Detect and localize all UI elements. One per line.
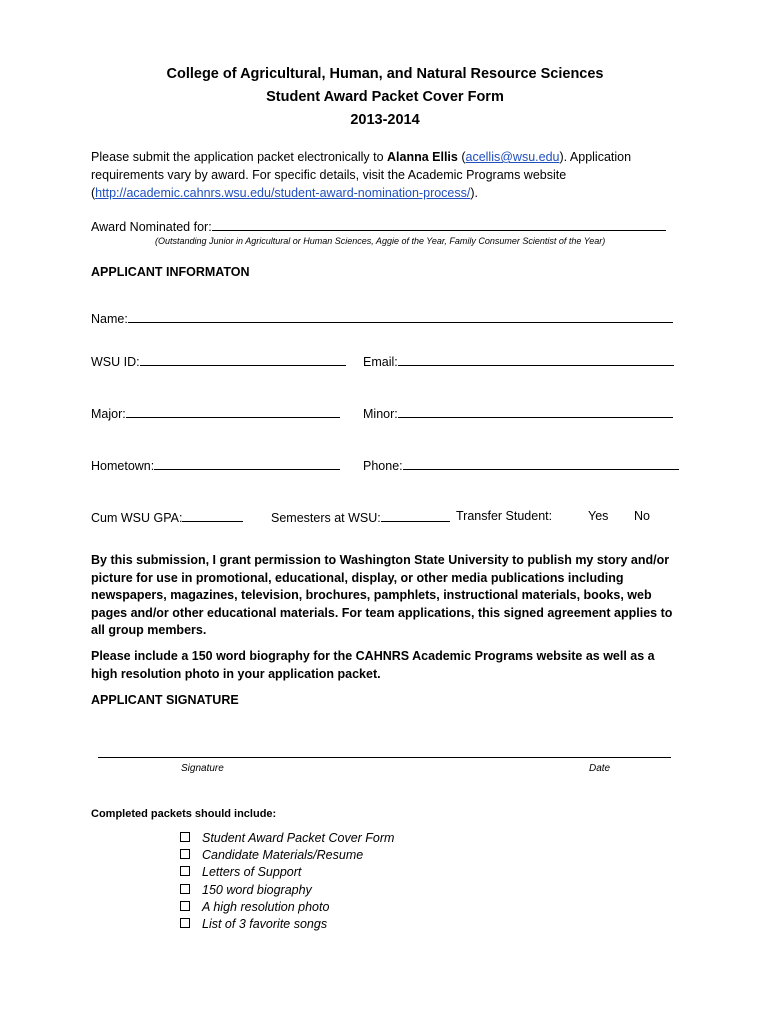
gpa-label: Cum WSU GPA: bbox=[91, 511, 183, 525]
phone-input-line[interactable] bbox=[403, 457, 679, 470]
semesters-field bbox=[271, 509, 450, 525]
intro-text-2: ). Application requirements vary by award. For specific details, visit the Academic Programs website ( bbox=[91, 150, 632, 200]
checklist-item bbox=[180, 848, 363, 862]
major-field bbox=[91, 405, 340, 421]
minor-input-line[interactable] bbox=[398, 405, 673, 418]
wsu-id-label: WSU ID: bbox=[91, 355, 140, 369]
checklist-item-label: 150 word biography bbox=[202, 883, 312, 897]
semesters-input-line[interactable] bbox=[381, 509, 450, 522]
form-title: Student Award Packet Cover Form bbox=[266, 89, 504, 105]
contact-name: Alanna Ellis bbox=[387, 150, 458, 164]
semesters-label: Semesters at WSU: bbox=[271, 511, 381, 525]
transfer-yes-option[interactable]: Yes bbox=[588, 509, 609, 523]
checklist-item bbox=[180, 865, 301, 879]
checkbox[interactable] bbox=[180, 918, 190, 928]
gpa-input-line[interactable] bbox=[182, 509, 243, 522]
transfer-no-option[interactable]: No bbox=[634, 509, 650, 523]
hometown-field bbox=[91, 457, 340, 473]
checklist-item bbox=[180, 831, 394, 845]
contact-email-link[interactable]: acellis@wsu.edu bbox=[465, 150, 560, 164]
signature-line[interactable] bbox=[98, 757, 671, 758]
checkbox[interactable] bbox=[180, 884, 190, 894]
award-input-line[interactable] bbox=[212, 218, 666, 231]
checklist-item bbox=[180, 917, 327, 931]
name-label: Name: bbox=[91, 312, 128, 326]
checklist-item-label: A high resolution photo bbox=[202, 900, 330, 914]
date-caption: Date bbox=[589, 763, 611, 774]
checklist-item bbox=[180, 900, 329, 914]
signature-caption: Signature bbox=[181, 763, 224, 774]
email-label: Email: bbox=[363, 355, 398, 369]
permission-statement: By this submission, I grant permission to Washington State University to publish my story and/or picture for use in promotional, educational, display, or other media publications including newspapers, magazines, television, brochures, pamphlets, instructional materials, books, web pages and/or other educational materials. For team applications, this signed agreement applies to all group members. bbox=[91, 553, 673, 637]
biography-instruction: Please include a 150 word biography for the CAHNRS Academic Programs website as well as a high resolution photo in your application packet. bbox=[91, 649, 655, 681]
minor-field bbox=[363, 405, 673, 421]
applicant-info-heading: APPLICANT INFORMATON bbox=[91, 265, 250, 279]
intro-paren: ( bbox=[457, 150, 466, 164]
intro-text-3: ). bbox=[470, 186, 479, 200]
award-hint: (Outstanding Junior in Agricultural or Human Sciences, Aggie of the Year, Family Consumer Scientist of the Year) bbox=[155, 236, 606, 246]
checklist-item-label: Student Award Packet Cover Form bbox=[202, 831, 395, 845]
website-link[interactable]: http://academic.cahnrs.wsu.edu/student-award-nomination-process/ bbox=[95, 186, 471, 200]
phone-field bbox=[363, 457, 679, 473]
checkbox[interactable] bbox=[180, 866, 190, 876]
name-input-line[interactable] bbox=[128, 310, 673, 323]
name-field bbox=[91, 310, 673, 326]
major-input-line[interactable] bbox=[126, 405, 340, 418]
email-input-line[interactable] bbox=[398, 353, 674, 366]
checkbox[interactable] bbox=[180, 832, 190, 842]
phone-label: Phone: bbox=[363, 459, 403, 473]
wsu-id-field bbox=[91, 353, 346, 369]
hometown-label: Hometown: bbox=[91, 459, 155, 473]
award-label: Award Nominated for: bbox=[91, 220, 212, 234]
checklist-item-label: Candidate Materials/Resume bbox=[202, 848, 364, 862]
wsu-id-input-line[interactable] bbox=[140, 353, 346, 366]
intro-text-1: Please submit the application packet electronically to bbox=[91, 150, 387, 164]
transfer-student-label: Transfer Student: bbox=[456, 509, 553, 523]
checkbox[interactable] bbox=[180, 849, 190, 859]
award-field bbox=[91, 218, 666, 234]
college-title: College of Agricultural, Human, and Natural Resource Sciences bbox=[166, 66, 604, 82]
hometown-input-line[interactable] bbox=[154, 457, 340, 470]
signature-heading: APPLICANT SIGNATURE bbox=[91, 693, 239, 707]
checklist-item-label: Letters of Support bbox=[202, 865, 302, 879]
checklist-heading: Completed packets should include: bbox=[91, 808, 277, 820]
gpa-field bbox=[91, 509, 243, 525]
intro-paragraph bbox=[91, 148, 681, 202]
email-field bbox=[363, 353, 674, 369]
academic-year: 2013-2014 bbox=[350, 112, 420, 128]
checklist-item-label: List of 3 favorite songs bbox=[202, 917, 328, 931]
checkbox[interactable] bbox=[180, 901, 190, 911]
minor-label: Minor: bbox=[363, 407, 398, 421]
checklist-item bbox=[180, 883, 312, 897]
major-label: Major: bbox=[91, 407, 126, 421]
